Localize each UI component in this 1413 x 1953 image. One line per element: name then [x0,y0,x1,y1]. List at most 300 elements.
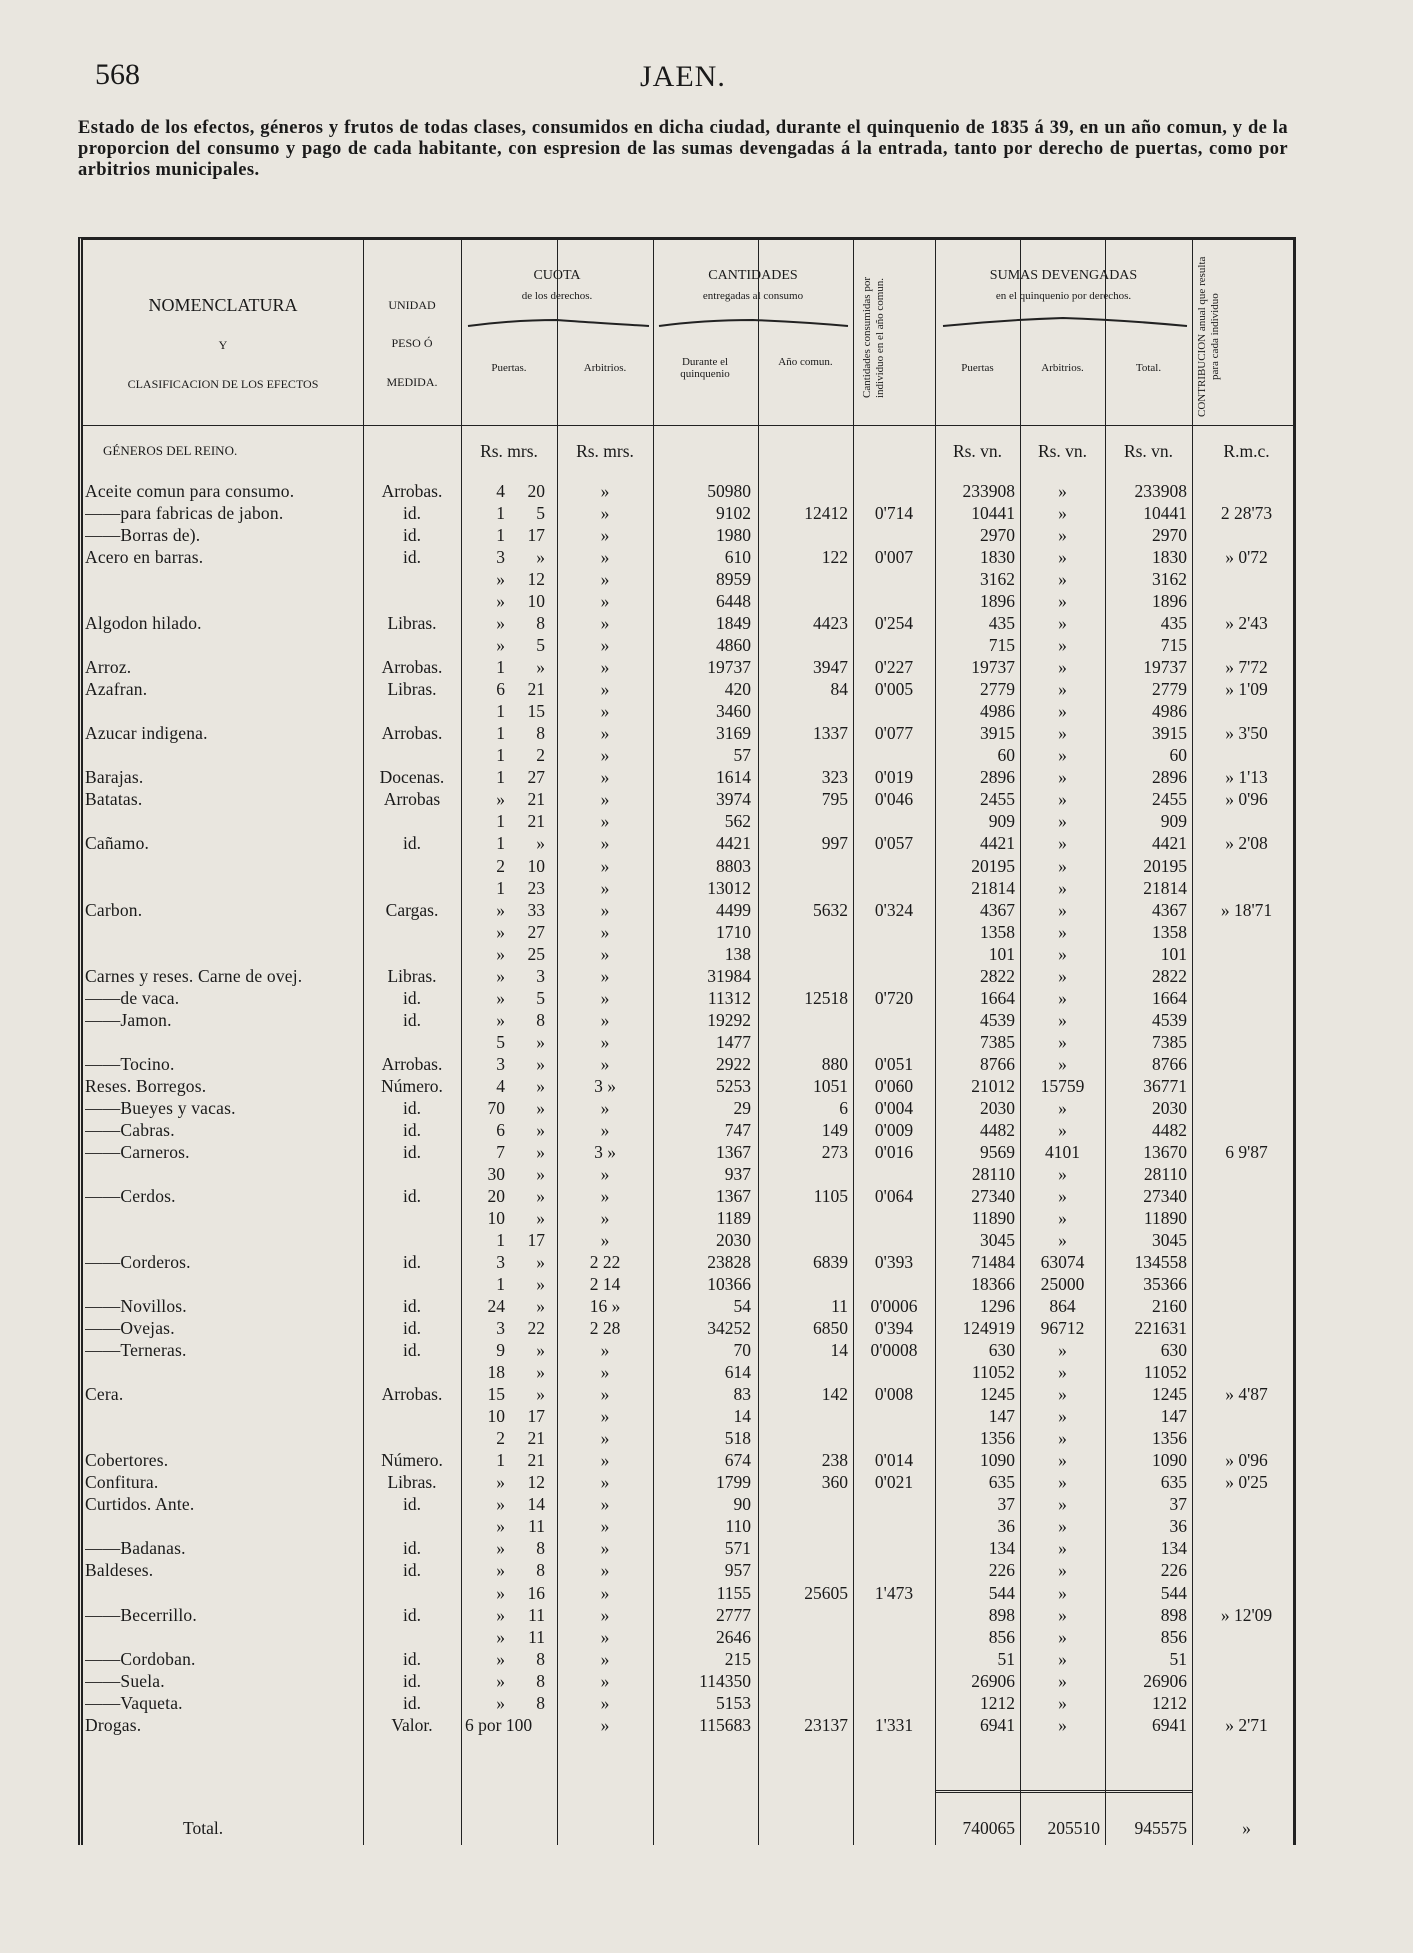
row-sumas-arbitrios: » [1058,1428,1067,1449]
header-cantidades-sub: entregadas al consumo [702,290,804,302]
row-name: ——Carneros. [85,1141,190,1162]
row-sumas-arbitrios: » [1058,1472,1067,1493]
row-sumas-arbitrios: » [1058,503,1067,524]
row-contribucion: » 1'13 [1225,767,1268,788]
row-sumas-total: 2160 [1152,1296,1187,1317]
row-cuota-reales: 10 [487,1406,505,1427]
row-individuo: 0'014 [874,1450,914,1471]
row-sumas-total: 134 [1160,1538,1187,1559]
row-durante: 90 [733,1494,751,1515]
row-arbitrios: » [600,1582,610,1603]
row-sumas-arbitrios: » [1058,1560,1067,1581]
row-sumas-puertas: 1090 [980,1450,1015,1471]
row-unit: Libras. [387,1472,437,1493]
table-row [83,612,1293,634]
table-row [83,1692,1293,1714]
row-sumas-arbitrios: » [1058,987,1067,1008]
row-cuota-mrs: » [536,657,545,678]
row-unit: id. [403,833,421,854]
row-sumas-total: 435 [1160,613,1187,634]
row-sumas-puertas: 909 [988,811,1015,832]
row-sumas-puertas: 9569 [980,1141,1015,1162]
row-cuota-mrs: 5 [536,635,545,656]
row-sumas-arbitrios: » [1058,1626,1067,1647]
row-cuota-reales: 15 [487,1384,505,1405]
row-sumas-arbitrios: » [1058,1714,1067,1735]
row-sumas-puertas: 101 [988,943,1015,964]
row-arbitrios: » [600,679,610,700]
row-arbitrios: » [600,1428,610,1449]
row-arbitrios: » [600,789,610,810]
row-cuota-mrs: 17 [527,525,545,546]
row-name: ——para fabricas de jabon. [85,503,284,524]
row-cuota-mrs: 27 [527,767,545,788]
table-row [83,480,1293,502]
row-sumas-arbitrios: » [1058,1406,1067,1427]
row-sumas-total: 147 [1160,1406,1187,1427]
header-medida: MEDIDA. [386,375,438,389]
row-cuota-reales: » [496,921,505,942]
header-ano: Año comun. [778,356,833,368]
row-durante: 2922 [716,1053,751,1074]
row-sumas-puertas: 3162 [980,569,1015,590]
row-contribucion: » 2'71 [1225,1714,1268,1735]
row-individuo: 0'046 [874,789,914,810]
row-arbitrios: » [600,987,610,1008]
table-row [83,1251,1293,1273]
row-arbitrios: » [600,1362,610,1383]
row-contribucion: 6 9'87 [1225,1141,1268,1162]
row-sumas-arbitrios: » [1058,877,1067,898]
row-cuota-reales: 1 [496,767,505,788]
row-name: ——Cerdos. [85,1185,176,1206]
row-sumas-puertas: 233908 [962,481,1015,501]
row-ano-comun: 12518 [804,987,848,1008]
row-sumas-puertas: 21012 [971,1075,1015,1096]
row-sumas-puertas: 1664 [980,987,1015,1008]
row-sumas-total: 1356 [1152,1428,1187,1449]
row-sumas-arbitrios: » [1058,657,1067,678]
row-cuota-reales: » [496,635,505,656]
row-sumas-total: 909 [1160,811,1187,832]
units-rs-vn-2: Rs. vn. [1037,441,1088,461]
table-row [83,1185,1293,1207]
row-individuo: 0'394 [874,1318,914,1339]
row-name: Reses. Borregos. [85,1075,207,1096]
row-name: Cobertores. [85,1450,169,1471]
row-cuota-mrs: » [536,1031,545,1052]
row-cuota-reales: 3 [496,1318,505,1339]
row-sumas-total: 715 [1160,635,1187,656]
row-durante: 3169 [716,723,751,744]
row-cuota-mrs: 11 [528,1604,545,1625]
units-rs-vn-1: Rs. vn. [952,441,1003,461]
row-sumas-arbitrios: » [1058,1516,1067,1537]
header-clasificacion: CLASIFICACION DE LOS EFECTOS [127,377,319,391]
table-row [83,590,1293,612]
row-unit: Arrobas [383,789,441,810]
row-durante: 34252 [707,1318,751,1339]
header-individuo: Cantidades consumidas por individuo en el año comun. [861,277,886,398]
row-durante: 4860 [716,635,751,656]
row-ano-comun: 1337 [813,723,848,744]
row-cuota-reales: 5 [496,1031,505,1052]
row-durante: 5253 [716,1075,751,1096]
row-individuo: 0'004 [874,1097,914,1118]
row-cuota-mrs: 14 [527,1494,545,1515]
row-durante: 215 [724,1648,751,1669]
row-name: ——Becerrillo. [85,1604,197,1625]
row-durante: 23828 [707,1252,751,1273]
row-cuota-mrs: 8 [536,1560,545,1581]
row-durante: 6448 [716,591,751,612]
row-sumas-total: 4421 [1152,833,1187,854]
row-contribucion: » 0'72 [1225,547,1268,568]
row-durante: 2030 [716,1230,751,1251]
row-cuota-reales: 9 [496,1340,505,1361]
row-sumas-puertas: 4539 [980,1009,1015,1030]
row-ano-comun: 25605 [804,1582,848,1603]
row-sumas-total: 13670 [1143,1141,1187,1162]
row-cuota-reales: 20 [487,1185,505,1206]
row-sumas-arbitrios: » [1058,943,1067,964]
table-row [83,855,1293,877]
row-cuota-reales: 1 [496,811,505,832]
row-cuota-reales: » [496,1692,505,1713]
row-cuota-mrs: 5 [536,987,545,1008]
row-sumas-puertas: 60 [997,745,1015,766]
row-arbitrios: » [600,1009,610,1030]
row-arbitrios: » [600,1626,610,1647]
row-durante: 19292 [707,1009,751,1030]
row-cuota-mrs: » [536,1119,545,1140]
table-row [83,1339,1293,1361]
row-unit: id. [403,987,421,1008]
table-row [83,722,1293,744]
row-contribucion: » 18'71 [1220,899,1273,920]
row-arbitrios: 3 » [594,1075,616,1096]
row-arbitrios: » [600,635,610,656]
row-arbitrios: » [600,1053,610,1074]
row-name: Arroz. [85,657,132,678]
row-sumas-arbitrios: » [1058,767,1067,788]
row-contribucion: » 4'87 [1225,1384,1268,1405]
row-ano-comun: 997 [821,833,848,854]
row-durante: 57 [733,745,751,766]
row-sumas-arbitrios: » [1058,811,1067,832]
row-durante: 19737 [707,657,751,678]
row-sumas-puertas: 147 [988,1406,1015,1427]
row-contribucion: » 0'25 [1225,1472,1268,1493]
row-unit: Número. [381,1450,443,1471]
row-unit: id. [403,1252,421,1273]
row-name: Curtidos. Ante. [85,1494,195,1515]
row-cuota-reales: 1 [496,525,505,546]
row-sumas-arbitrios: » [1058,591,1067,612]
row-cuota-mrs: » [536,1097,545,1118]
table-row [83,1604,1293,1626]
row-sumas-puertas: 19737 [971,657,1015,678]
row-individuo: 0'021 [874,1472,914,1493]
row-sumas-total: 856 [1160,1626,1187,1647]
row-sumas-arbitrios: » [1058,1053,1067,1074]
row-name: Drogas. [85,1714,142,1735]
row-sumas-total: 51 [1169,1648,1187,1669]
row-arbitrios: » [600,1207,610,1228]
header-sumas-sub: en el quinquenio por derechos. [995,290,1132,302]
row-cuota-mrs: 11 [528,1626,545,1647]
row-contribucion: » 12'09 [1220,1604,1273,1625]
row-cuota-reales: 7 [496,1141,505,1162]
row-cuota-mrs: 21 [527,1428,545,1449]
row-ano-comun: 795 [821,789,848,810]
row-arbitrios: » [600,503,610,524]
table-row [83,1714,1293,1736]
units-rs-mrs-1: Rs. mrs. [480,441,538,461]
row-arbitrios: » [600,1097,610,1118]
row-sumas-total: 2896 [1152,767,1187,788]
row-cuota-reales: » [496,1516,505,1537]
row-cuota-reales: 4 [496,481,505,501]
row-sumas-total: 4482 [1152,1119,1187,1140]
row-sumas-arbitrios: » [1058,789,1067,810]
row-sumas-arbitrios: » [1058,833,1067,854]
row-cuota-mrs: » [536,1141,545,1162]
row-sumas-puertas: 18366 [971,1274,1015,1295]
table-row [83,1053,1293,1075]
row-name: Aceite comun para consumo. [85,481,295,501]
row-sumas-total: 134558 [1134,1252,1187,1273]
row-cuota-reales: 3 [496,547,505,568]
row-sumas-total: 2030 [1152,1097,1187,1118]
row-ano-comun: 142 [821,1384,848,1405]
table-row [83,1559,1293,1581]
header-cantidades: CANTIDADES [708,268,798,283]
row-sumas-arbitrios: » [1058,1097,1067,1118]
row-sumas-total: 1212 [1152,1692,1187,1713]
row-sumas-total: 11052 [1143,1362,1187,1383]
row-durante: 614 [724,1362,751,1383]
table-row [83,1515,1293,1537]
row-ano-comun: 880 [821,1053,848,1074]
row-sumas-arbitrios: » [1058,921,1067,942]
row-arbitrios: » [600,1230,610,1251]
row-cuota-reales: 24 [487,1296,505,1317]
row-sumas-puertas: 10441 [971,503,1015,524]
table-row [83,1031,1293,1053]
row-durante: 114350 [699,1670,751,1691]
row-sumas-puertas: 435 [988,613,1015,634]
row-durante: 674 [724,1450,751,1471]
row-sumas-puertas: 8766 [980,1053,1015,1074]
row-cuota-mrs: » [536,547,545,568]
row-contribucion: » 2'08 [1225,833,1268,854]
row-unit: id. [403,1648,421,1669]
row-durante: 1155 [716,1582,751,1603]
row-arbitrios: » [600,1648,610,1669]
table-row [83,1626,1293,1648]
row-individuo: 0'008 [874,1384,914,1405]
row-sumas-puertas: 2970 [980,525,1015,546]
row-sumas-puertas: 4482 [980,1119,1015,1140]
header-braces [83,240,1301,420]
total-total: 945575 [1134,1818,1187,1838]
row-name: Acero en barras. [85,547,204,568]
row-cuota-reales: » [496,1009,505,1030]
row-sumas-total: 2970 [1152,525,1187,546]
row-sumas-arbitrios: » [1058,525,1067,546]
table-row [83,524,1293,546]
row-durante: 8803 [716,855,751,876]
row-cuota-mrs: » [536,1252,545,1273]
header-unidad: UNIDAD [388,298,436,312]
row-sumas-total: 27340 [1143,1185,1187,1206]
row-cuota-mrs: 21 [527,679,545,700]
table-row [83,1427,1293,1449]
row-unit: Cargas. [385,899,439,920]
row-sumas-total: 3045 [1152,1230,1187,1251]
row-individuo: 0'009 [874,1119,914,1140]
row-durante: 2777 [716,1604,751,1625]
row-name: ——Suela. [85,1670,165,1691]
row-arbitrios: » [600,899,610,920]
row-ano-comun: 14 [830,1340,848,1361]
row-cuota-mrs: 20 [527,481,545,501]
row-durante: 1849 [716,613,751,634]
row-sumas-puertas: 1896 [980,591,1015,612]
table-row [83,1648,1293,1670]
row-unit: Libras. [387,965,437,986]
row-ano-comun: 11 [831,1296,848,1317]
table-row [83,1537,1293,1559]
row-name: ——Bueyes y vacas. [85,1097,236,1118]
table-row [83,1383,1293,1405]
row-arbitrios: » [600,1494,610,1515]
row-sumas-arbitrios: » [1058,1207,1067,1228]
row-arbitrios: » [600,1185,610,1206]
row-individuo: 0'060 [874,1075,914,1096]
row-sumas-puertas: 124919 [962,1318,1015,1339]
row-name: ——de vaca. [85,987,180,1008]
row-cuota-reales: 30 [487,1163,505,1184]
row-arbitrios: » [600,1163,610,1184]
row-name: Confitura. [85,1472,159,1493]
row-cuota-reales: 70 [487,1097,505,1118]
row-ano-comun: 3947 [813,657,848,678]
row-sumas-total: 1830 [1152,547,1187,568]
row-cuota-mrs: » [536,1340,545,1361]
row-individuo: 0'714 [874,503,914,524]
row-unit: Arrobas. [381,1053,443,1074]
header-durante: Durante el quinquenio [680,356,730,380]
row-ano-comun: 149 [821,1119,848,1140]
row-unit: Libras. [387,613,437,634]
row-arbitrios: 16 » [589,1296,621,1317]
row-individuo: 1'473 [874,1582,914,1603]
row-cuota-reales: 1 [496,877,505,898]
row-cuota-mrs: 5 [536,503,545,524]
total-label: Total. [183,1818,224,1838]
row-arbitrios: » [600,943,610,964]
row-name: Cera. [85,1384,124,1405]
row-unit: Docenas. [379,767,445,788]
row-individuo: 0'324 [874,899,914,920]
table-row [83,1670,1293,1692]
row-cuota-mrs: 33 [527,899,545,920]
row-cuota-reales: 10 [487,1207,505,1228]
header-contribucion: CONTRIBUCION anual que resulta para cada individuo [1196,256,1221,417]
row-sumas-puertas: 715 [988,635,1015,656]
row-cuota-mrs: 8 [536,1009,545,1030]
row-cuota-reales: 1 [496,503,505,524]
row-cuota-mrs: 16 [527,1582,545,1603]
row-arbitrios: » [600,1604,610,1625]
table-row [83,943,1293,965]
row-cuota-mrs: 23 [527,877,545,898]
row-sumas-total: 19737 [1143,657,1187,678]
row-arbitrios: 3 » [594,1141,616,1162]
row-sumas-puertas: 1830 [980,547,1015,568]
row-cuota-mrs: » [536,1384,545,1405]
row-unit: id. [403,1538,421,1559]
row-sumas-total: 36 [1169,1516,1187,1537]
row-cuota-mrs: » [536,1296,545,1317]
row-name: ——Cabras. [85,1119,175,1140]
row-sumas-total: 4986 [1152,701,1187,722]
table-row [83,810,1293,832]
row-sumas-puertas: 1212 [980,1692,1015,1713]
row-cuota-mrs: 10 [527,591,545,612]
row-sumas-arbitrios: » [1058,1582,1067,1603]
row-arbitrios: » [600,1516,610,1537]
row-sumas-total: 4367 [1152,899,1187,920]
table-row [83,1295,1293,1317]
row-durante: 1367 [716,1141,751,1162]
row-cuota-mrs: 21 [527,1450,545,1471]
row-durante: 2646 [716,1626,751,1647]
row-durante: 957 [724,1560,751,1581]
units-rmc: R.m.c. [1223,441,1270,461]
row-sumas-arbitrios: » [1058,1230,1067,1251]
row-arbitrios: » [600,745,610,766]
row-sumas-puertas: 4986 [980,701,1015,722]
row-durante: 1799 [716,1472,751,1493]
table-row [83,766,1293,788]
row-name: Batatas. [85,789,143,810]
row-cuota-mrs: 8 [536,1692,545,1713]
row-arbitrios: 2 14 [589,1274,621,1295]
table-row [83,1449,1293,1471]
table-row [83,656,1293,678]
units-rs-vn-3: Rs. vn. [1123,441,1174,461]
row-contribucion: » 0'96 [1225,1450,1268,1471]
header-y: Y [218,338,228,352]
row-sumas-total: 635 [1160,1472,1187,1493]
table-row [83,877,1293,899]
row-unit: id. [403,1494,421,1515]
row-unit: Arrobas. [381,723,443,744]
row-durante: 1614 [716,767,751,788]
table-row [83,744,1293,766]
row-sumas-arbitrios: » [1058,481,1067,501]
row-cuota-reales: » [496,965,505,986]
row-cuota-reales: » [496,943,505,964]
row-name: Carbon. [85,899,143,920]
row-sumas-puertas: 630 [988,1340,1015,1361]
row-cuota-reales: 1 [496,657,505,678]
row-cuota-reales: » [496,1582,505,1603]
row-sumas-arbitrios: » [1058,1692,1067,1713]
